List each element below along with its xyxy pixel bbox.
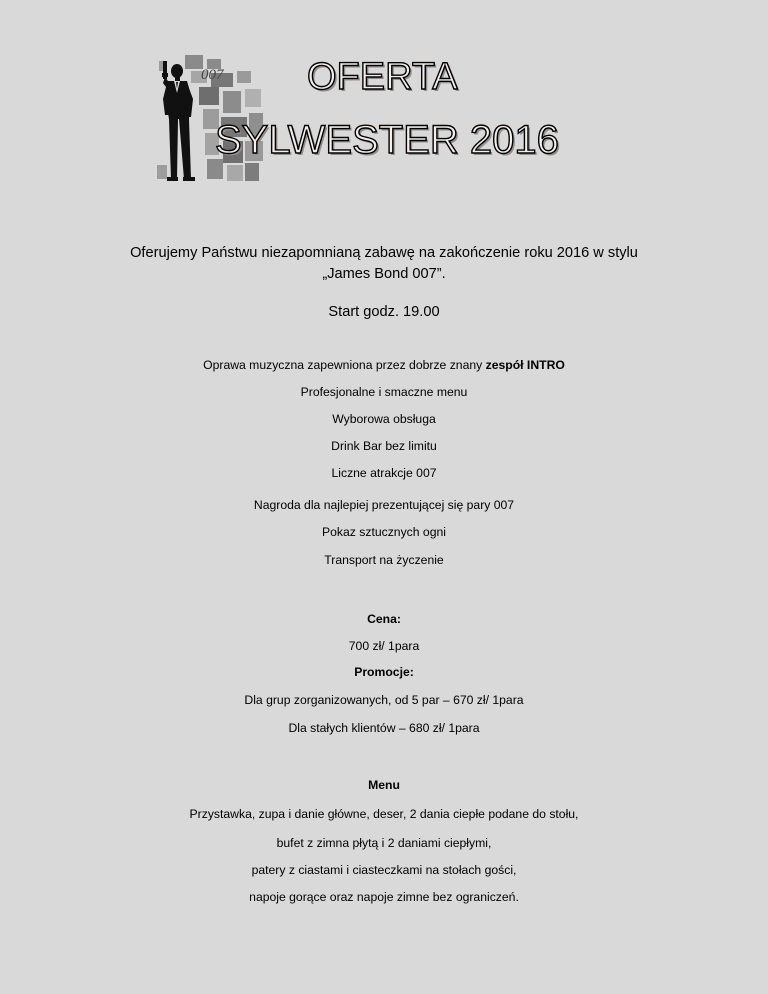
menu-line: napoje gorące oraz napoje zimne bez ograniczeń. (249, 890, 519, 904)
feature-item: Liczne atrakcje 007 (331, 466, 437, 480)
svg-text:007: 007 (201, 67, 224, 83)
band-name: zespół INTRO (485, 358, 565, 372)
feature-item: Transport na życzenie (324, 553, 444, 567)
intro-paragraph (0, 243, 768, 285)
promo-item: Dla stałych klientów – 680 zł/ 1para (288, 721, 480, 735)
menu-line: bufet z zimna płytą i 2 daniami ciepłymi, (276, 836, 492, 850)
menu-heading: Menu (368, 778, 400, 792)
feature-music (0, 357, 768, 373)
intro-line: Oferujemy Państwu niezapomnianą zabawę na zakończenie roku 2016 w stylu (130, 245, 638, 261)
feature-item: Profesjonalne i smaczne menu (300, 385, 468, 399)
promo-heading: Promocje: (354, 665, 414, 679)
feature-item: Wyborowa obsługa (332, 412, 436, 426)
feature-music-text: Oprawa muzyczna zapewniona przez dobrze znany (203, 358, 486, 372)
feature-item: Drink Bar bez limitu (331, 439, 437, 453)
start-time: Start godz. 19.00 (328, 304, 440, 320)
price-heading: Cena: (367, 612, 401, 626)
menu-line: patery z ciastami i ciasteczkami na stołach gości, (251, 863, 517, 877)
promo-item: Dla grup zorganizowanych, od 5 par – 670 zł/ 1para (244, 693, 524, 707)
page-title-sylwester: SYLWESTER 2016 (215, 118, 559, 162)
feature-item: Pokaz sztucznych ogni (322, 525, 446, 539)
page-title-oferta: OFERTA (307, 56, 458, 98)
menu-line: Przystawka, zupa i danie główne, deser, 2 dania ciepłe podane do stołu, (189, 807, 579, 821)
intro-line: „James Bond 007”. (322, 266, 446, 282)
feature-item: Nagroda dla najlepiej prezentującej się pary 007 (253, 498, 515, 512)
price-value: 700 zł/ 1para (348, 639, 420, 653)
